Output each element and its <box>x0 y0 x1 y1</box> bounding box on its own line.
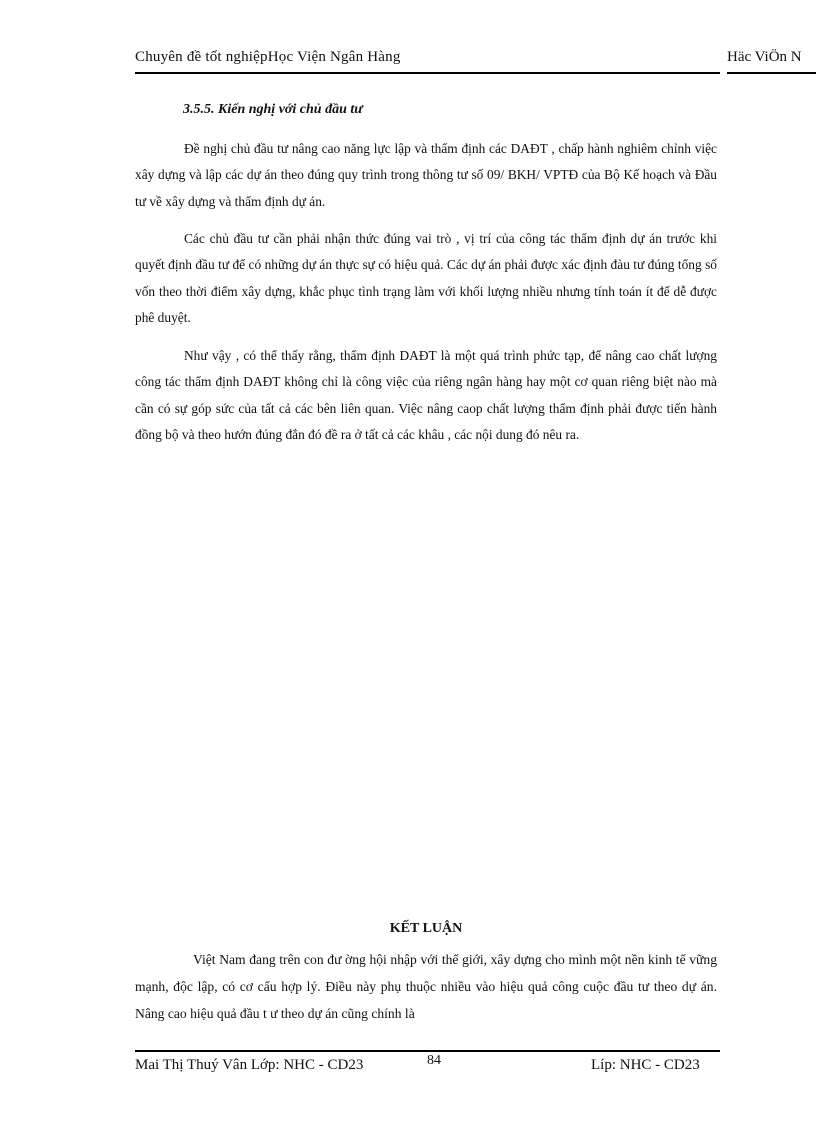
running-header-title: Chuyên đề tốt nghiệpHọc Viện Ngân Hàng <box>135 49 401 65</box>
header-divider-right <box>727 72 816 74</box>
footer-author: Mai Thị Thuý Vân Lớp: NHC - CD23 <box>135 1057 364 1073</box>
body-paragraph-3: Như vậy , có thể thấy rằng, thẩm định DAĐT là một quá trình phức tạp, để nâng cao chất lượng công tác thẩm định DAĐT không chỉ là công việc của riêng ngân hàng hay một cơ quan riêng biệt nào mà cần có sự góp sức của tất cả các bên liên quan. Việc nâng caop chất lượng thẩm định phải được tiến hành đồng bộ và theo hướn đúng đắn đó đề ra ở tất cả các khâu , các nội dung đó nêu ra. <box>135 348 717 443</box>
conclusion-heading: KẾT LUẬN <box>389 921 463 936</box>
conclusion-paragraph: Việt Nam đang trên con đư ờng hội nhập với thế giới, xây dựng cho mình một nền kinh tế vững mạnh, độc lập, có cơ cấu hợp lý. Điều này phụ thuộc nhiều vào hiệu quả công cuộc đầu tư theo dự án. Nâng cao hiệu quả đầu t ư theo dự án cũng chính là <box>135 952 717 1021</box>
running-header-institution: Häc ViÖn N <box>727 49 802 65</box>
section-heading: 3.5.5. Kiến nghị với chủ đầu tư <box>183 102 363 117</box>
body-paragraph-1: Đề nghị chủ đầu tư nâng cao năng lực lập và thẩm định các DAĐT , chấp hành nghiêm chỉnh việc xây dựng và lập các dự án theo đúng quy trình trong thông tư số 09/ BKH/ VPTĐ của Bộ Kế hoạch và Đầu tư về xây dựng và thẩm định dự án. <box>135 141 717 209</box>
header-divider <box>135 72 720 74</box>
page-number: 84 <box>427 1053 441 1068</box>
body-paragraph-2: Các chủ đầu tư cần phải nhận thức đúng vai trò , vị trí của công tác thẩm định dự án trước khi quyết định đầu tư để có những dự án thực sự có hiệu quả. Các dự án phải được xác định đàu tư đúng tổng số vốn theo thời điểm xây dựng, khắc phục tình trạng làm với khối lượng nhiều nhưng tính toán ít để dễ được phê duyệt. <box>135 231 717 326</box>
footer-class: Líp: NHC - CD23 <box>591 1057 700 1073</box>
footer-divider <box>135 1050 720 1052</box>
